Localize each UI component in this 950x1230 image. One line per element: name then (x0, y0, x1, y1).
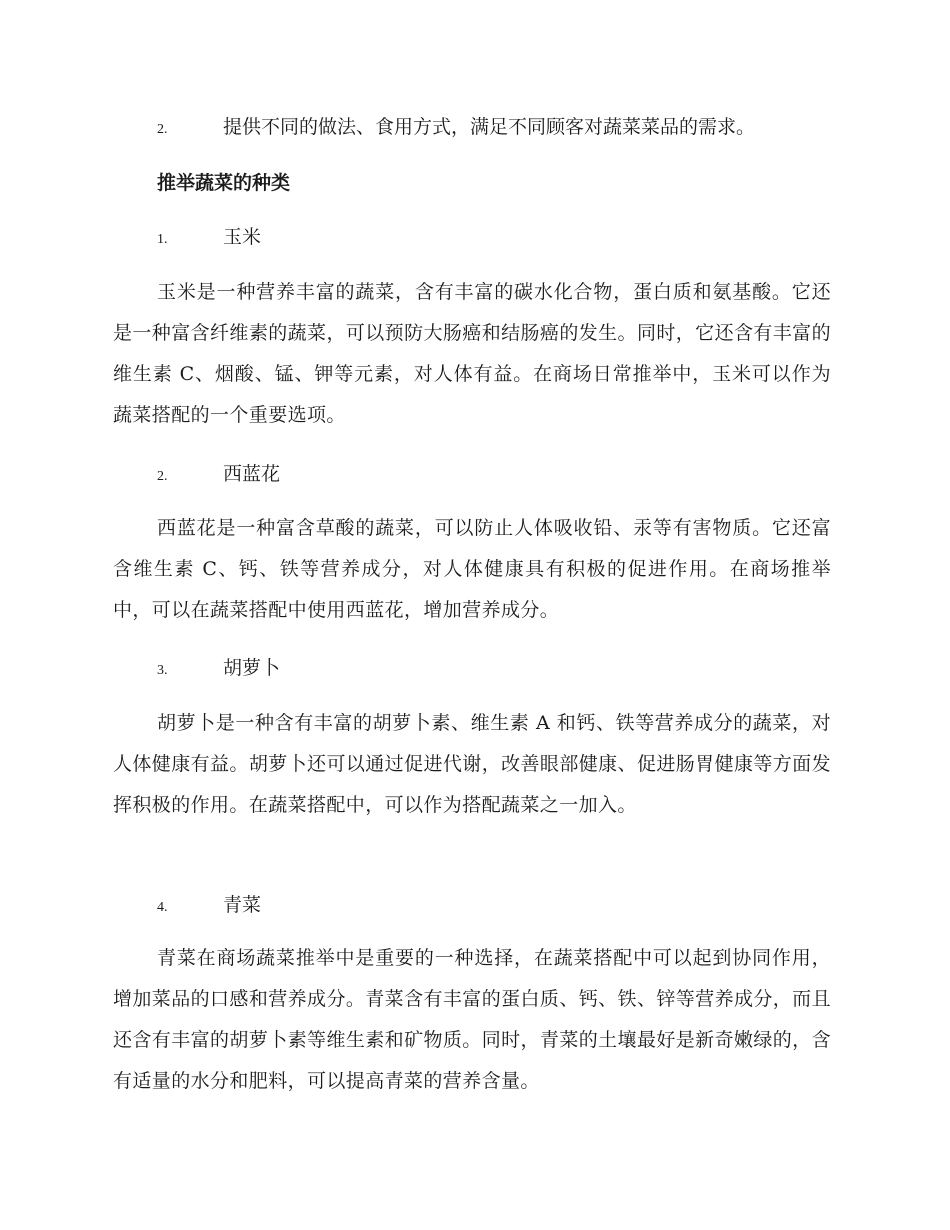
list-number: 3. (157, 663, 168, 678)
list-number: 4. (157, 900, 168, 915)
list-number: 2. (157, 122, 168, 137)
vegetable-item-broccoli (157, 461, 280, 490)
vegetable-description-carrot: 胡萝卜是一种含有丰富的胡萝卜素、维生素 A 和钙、铁等营养成分的蔬菜，对人体健康有益。胡萝卜还可以通过促进代谢，改善眼部健康、促进肠胃健康等方面发挥积极的作用。在蔬菜搭配中，可以作为搭配蔬菜之一加入。 (113, 712, 831, 816)
vegetable-name: 青菜 (223, 894, 262, 916)
vegetable-name: 西蓝花 (223, 463, 281, 485)
list-number: 1. (157, 232, 168, 247)
vegetable-description-greens: 青菜在商场蔬菜推举中是重要的一种选择，在蔬菜搭配中可以起到协同作用，增加菜品的口感和营养成分。青菜含有丰富的蛋白质、钙、铁、锌等营养成分，而且还含有丰富的胡萝卜素等维生素和矿物质。同时，青菜的土壤最好是新奇嫩绿的，含有适量的水分和肥料，可以提高青菜的营养含量。 (113, 947, 831, 1092)
vegetable-item-corn (157, 224, 261, 253)
section-heading: 推举蔬菜的种类 (157, 172, 291, 194)
vegetable-item-carrot (157, 655, 280, 684)
intro-list-item (157, 114, 755, 143)
list-text: 提供不同的做法、食用方式，满足不同顾客对蔬菜菜品的需求。 (223, 116, 756, 138)
vegetable-name: 玉米 (223, 226, 262, 248)
vegetable-name: 胡萝卜 (223, 657, 281, 679)
list-number: 2. (157, 469, 168, 484)
vegetable-item-greens (157, 892, 261, 921)
vegetable-description-corn: 玉米是一种营养丰富的蔬菜，含有丰富的碳水化合物，蛋白质和氨基酸。它还是一种富含纤维素的蔬菜，可以预防大肠癌和结肠癌的发生。同时，它还含有丰富的维生素 C、烟酸、锰、钾等元素，对人体有益。在商场日常推举中，玉米可以作为蔬菜搭配的一个重要选项。 (113, 281, 831, 426)
vegetable-description-broccoli: 西蓝花是一种富含草酸的蔬菜，可以防止人体吸收铅、汞等有害物质。它还富含维生素 C、钙、铁等营养成分，对人体健康具有积极的促进作用。在商场推举中，可以在蔬菜搭配中使用西蓝花，增加营养成分。 (113, 517, 831, 621)
